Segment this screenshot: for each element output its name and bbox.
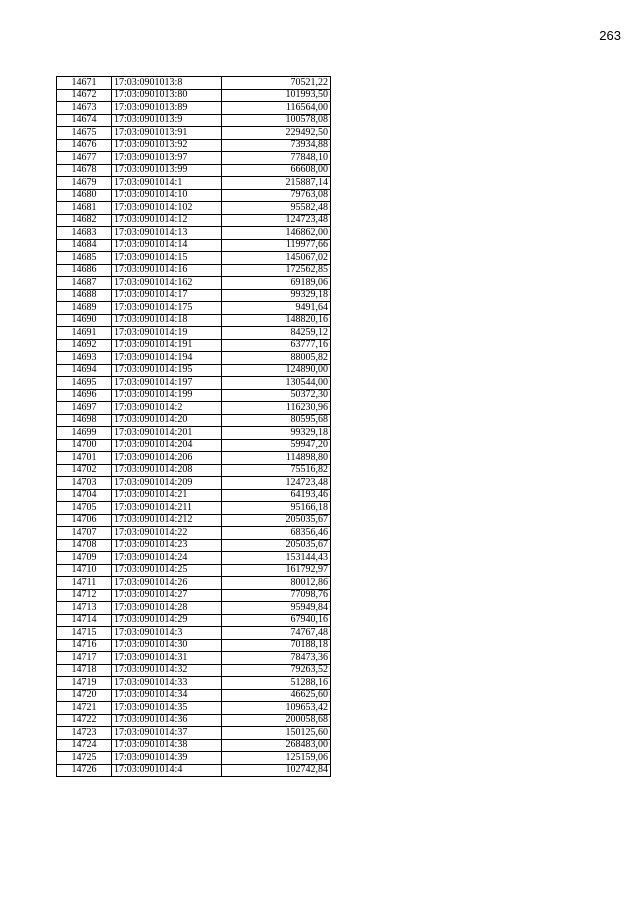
row-number-cell: 14713 — [57, 602, 112, 615]
table-row — [57, 339, 331, 352]
value-cell: 150125,60 — [222, 727, 331, 740]
cadastral-number-cell: 17:03:0901014:36 — [112, 714, 222, 727]
value-cell: 46625,60 — [222, 689, 331, 702]
table-row — [57, 164, 331, 177]
value-cell: 124723,48 — [222, 214, 331, 227]
table-row — [57, 177, 331, 190]
row-number-cell: 14699 — [57, 427, 112, 440]
value-cell: 99329,18 — [222, 289, 331, 302]
cadastral-number-cell: 17:03:0901014:12 — [112, 214, 222, 227]
table-row — [57, 252, 331, 265]
row-number-cell: 14690 — [57, 314, 112, 327]
cadastral-number-cell: 17:03:0901014:175 — [112, 302, 222, 315]
value-cell: 70521,22 — [222, 77, 331, 90]
table-row — [57, 327, 331, 340]
cadastral-number-cell: 17:03:0901013:80 — [112, 89, 222, 102]
value-cell: 119977,66 — [222, 239, 331, 252]
cadastral-number-cell: 17:03:0901014:35 — [112, 702, 222, 715]
row-number-cell: 14712 — [57, 589, 112, 602]
row-number-cell: 14708 — [57, 539, 112, 552]
row-number-cell: 14681 — [57, 202, 112, 215]
table-body — [57, 77, 331, 777]
cadastral-number-cell: 17:03:0901014:194 — [112, 352, 222, 365]
value-cell: 80012,86 — [222, 577, 331, 590]
table-row — [57, 427, 331, 440]
table-row — [57, 727, 331, 740]
table-row — [57, 127, 331, 140]
value-cell: 124890,00 — [222, 364, 331, 377]
value-cell: 78473,36 — [222, 652, 331, 665]
row-number-cell: 14717 — [57, 652, 112, 665]
row-number-cell: 14674 — [57, 114, 112, 127]
table-row — [57, 189, 331, 202]
table-row — [57, 489, 331, 502]
table-row — [57, 452, 331, 465]
cadastral-number-cell: 17:03:0901014:20 — [112, 414, 222, 427]
row-number-cell: 14711 — [57, 577, 112, 590]
row-number-cell: 14721 — [57, 702, 112, 715]
table-row — [57, 389, 331, 402]
table-row — [57, 464, 331, 477]
cadastral-number-cell: 17:03:0901014:199 — [112, 389, 222, 402]
cadastral-number-cell: 17:03:0901014:211 — [112, 502, 222, 515]
table-row — [57, 552, 331, 565]
cadastral-number-cell: 17:03:0901014:37 — [112, 727, 222, 740]
cadastral-number-cell: 17:03:0901014:2 — [112, 402, 222, 415]
value-cell: 146862,00 — [222, 227, 331, 240]
table-row — [57, 264, 331, 277]
cadastral-number-cell: 17:03:0901014:21 — [112, 489, 222, 502]
value-cell: 153144,43 — [222, 552, 331, 565]
row-number-cell: 14706 — [57, 514, 112, 527]
cadastral-number-cell: 17:03:0901014:30 — [112, 639, 222, 652]
row-number-cell: 14709 — [57, 552, 112, 565]
table-row — [57, 364, 331, 377]
cadastral-number-cell: 17:03:0901014:19 — [112, 327, 222, 340]
value-cell: 102742,84 — [222, 764, 331, 777]
row-number-cell: 14718 — [57, 664, 112, 677]
cadastral-number-cell: 17:03:0901014:197 — [112, 377, 222, 390]
table-row — [57, 414, 331, 427]
row-number-cell: 14694 — [57, 364, 112, 377]
table-row — [57, 102, 331, 115]
value-cell: 59947,20 — [222, 439, 331, 452]
value-cell: 75516,82 — [222, 464, 331, 477]
row-number-cell: 14682 — [57, 214, 112, 227]
value-cell: 79263,52 — [222, 664, 331, 677]
cadastral-number-cell: 17:03:0901014:28 — [112, 602, 222, 615]
value-cell: 99329,18 — [222, 427, 331, 440]
cadastral-number-cell: 17:03:0901014:29 — [112, 614, 222, 627]
value-cell: 77098,76 — [222, 589, 331, 602]
value-cell: 100578,08 — [222, 114, 331, 127]
row-number-cell: 14685 — [57, 252, 112, 265]
cadastral-number-cell: 17:03:0901013:97 — [112, 152, 222, 165]
value-cell: 215887,14 — [222, 177, 331, 190]
table-row — [57, 139, 331, 152]
value-cell: 64193,46 — [222, 489, 331, 502]
row-number-cell: 14678 — [57, 164, 112, 177]
row-number-cell: 14693 — [57, 352, 112, 365]
value-cell: 50372,30 — [222, 389, 331, 402]
row-number-cell: 14701 — [57, 452, 112, 465]
cadastral-number-cell: 17:03:0901014:191 — [112, 339, 222, 352]
value-cell: 116230,96 — [222, 402, 331, 415]
value-cell: 205035,67 — [222, 539, 331, 552]
row-number-cell: 14671 — [57, 77, 112, 90]
cadastral-number-cell: 17:03:0901014:32 — [112, 664, 222, 677]
table-row — [57, 752, 331, 765]
cadastral-number-cell: 17:03:0901014:195 — [112, 364, 222, 377]
cadastral-number-cell: 17:03:0901014:1 — [112, 177, 222, 190]
value-cell: 88005,82 — [222, 352, 331, 365]
table-row — [57, 689, 331, 702]
cadastral-number-cell: 17:03:0901014:34 — [112, 689, 222, 702]
cadastral-number-cell: 17:03:0901014:14 — [112, 239, 222, 252]
value-cell: 95949,84 — [222, 602, 331, 615]
table-row — [57, 402, 331, 415]
table-row — [57, 202, 331, 215]
cadastral-number-cell: 17:03:0901014:38 — [112, 739, 222, 752]
value-cell: 148820,16 — [222, 314, 331, 327]
table-row — [57, 539, 331, 552]
table-row — [57, 614, 331, 627]
value-cell: 66608,00 — [222, 164, 331, 177]
row-number-cell: 14720 — [57, 689, 112, 702]
row-number-cell: 14703 — [57, 477, 112, 490]
row-number-cell: 14710 — [57, 564, 112, 577]
row-number-cell: 14677 — [57, 152, 112, 165]
row-number-cell: 14688 — [57, 289, 112, 302]
row-number-cell: 14684 — [57, 239, 112, 252]
value-cell: 74767,48 — [222, 627, 331, 640]
value-cell: 51288,16 — [222, 677, 331, 690]
cadastral-number-cell: 17:03:0901014:25 — [112, 564, 222, 577]
table-row — [57, 239, 331, 252]
row-number-cell: 14673 — [57, 102, 112, 115]
cadastral-number-cell: 17:03:0901014:24 — [112, 552, 222, 565]
value-cell: 9491,64 — [222, 302, 331, 315]
table-row — [57, 652, 331, 665]
cadastral-number-cell: 17:03:0901014:212 — [112, 514, 222, 527]
value-cell: 77848,10 — [222, 152, 331, 165]
cadastral-number-cell: 17:03:0901014:209 — [112, 477, 222, 490]
row-number-cell: 14679 — [57, 177, 112, 190]
row-number-cell: 14695 — [57, 377, 112, 390]
row-number-cell: 14707 — [57, 527, 112, 540]
table-row — [57, 377, 331, 390]
cadastral-number-cell: 17:03:0901014:204 — [112, 439, 222, 452]
value-cell: 200058,68 — [222, 714, 331, 727]
value-cell: 101993,50 — [222, 89, 331, 102]
cadastral-number-cell: 17:03:0901014:3 — [112, 627, 222, 640]
cadastral-number-cell: 17:03:0901013:92 — [112, 139, 222, 152]
cadastral-number-cell: 17:03:0901014:27 — [112, 589, 222, 602]
row-number-cell: 14714 — [57, 614, 112, 627]
row-number-cell: 14725 — [57, 752, 112, 765]
cadastral-number-cell: 17:03:0901014:39 — [112, 752, 222, 765]
table-row — [57, 602, 331, 615]
table-row — [57, 114, 331, 127]
cadastral-number-cell: 17:03:0901014:33 — [112, 677, 222, 690]
cadastral-number-cell: 17:03:0901013:89 — [112, 102, 222, 115]
table-row — [57, 477, 331, 490]
value-cell: 161792,97 — [222, 564, 331, 577]
cadastral-number-cell: 17:03:0901013:99 — [112, 164, 222, 177]
cadastral-number-cell: 17:03:0901014:102 — [112, 202, 222, 215]
row-number-cell: 14722 — [57, 714, 112, 727]
row-number-cell: 14716 — [57, 639, 112, 652]
table-row — [57, 627, 331, 640]
value-cell: 268483,00 — [222, 739, 331, 752]
cadastral-number-cell: 17:03:0901014:162 — [112, 277, 222, 290]
cadastral-number-cell: 17:03:0901014:15 — [112, 252, 222, 265]
row-number-cell: 14700 — [57, 439, 112, 452]
value-cell: 205035,67 — [222, 514, 331, 527]
row-number-cell: 14723 — [57, 727, 112, 740]
table-row — [57, 89, 331, 102]
row-number-cell: 14705 — [57, 502, 112, 515]
table-row — [57, 439, 331, 452]
table-row — [57, 589, 331, 602]
row-number-cell: 14687 — [57, 277, 112, 290]
cadastral-number-cell: 17:03:0901013:9 — [112, 114, 222, 127]
table-row — [57, 214, 331, 227]
value-cell: 69189,06 — [222, 277, 331, 290]
row-number-cell: 14698 — [57, 414, 112, 427]
cadastral-number-cell: 17:03:0901014:18 — [112, 314, 222, 327]
table-row — [57, 502, 331, 515]
table-row — [57, 677, 331, 690]
row-number-cell: 14676 — [57, 139, 112, 152]
value-cell: 70188,18 — [222, 639, 331, 652]
row-number-cell: 14702 — [57, 464, 112, 477]
table-row — [57, 77, 331, 90]
table-row — [57, 514, 331, 527]
cadastral-number-cell: 17:03:0901014:13 — [112, 227, 222, 240]
table-row — [57, 639, 331, 652]
row-number-cell: 14691 — [57, 327, 112, 340]
row-number-cell: 14697 — [57, 402, 112, 415]
cadastral-number-cell: 17:03:0901014:23 — [112, 539, 222, 552]
cadastral-number-cell: 17:03:0901014:17 — [112, 289, 222, 302]
value-cell: 80595,68 — [222, 414, 331, 427]
value-cell: 84259,12 — [222, 327, 331, 340]
value-cell: 95582,48 — [222, 202, 331, 215]
row-number-cell: 14724 — [57, 739, 112, 752]
value-cell: 67940,16 — [222, 614, 331, 627]
table-row — [57, 764, 331, 777]
row-number-cell: 14704 — [57, 489, 112, 502]
row-number-cell: 14683 — [57, 227, 112, 240]
row-number-cell: 14672 — [57, 89, 112, 102]
row-number-cell: 14715 — [57, 627, 112, 640]
row-number-cell: 14726 — [57, 764, 112, 777]
table-row — [57, 702, 331, 715]
cadastral-number-cell: 17:03:0901014:22 — [112, 527, 222, 540]
table-row — [57, 352, 331, 365]
table-row — [57, 277, 331, 290]
value-cell: 229492,50 — [222, 127, 331, 140]
table-row — [57, 152, 331, 165]
value-cell: 116564,00 — [222, 102, 331, 115]
cadastral-number-cell: 17:03:0901013:91 — [112, 127, 222, 140]
cadastral-number-cell: 17:03:0901013:8 — [112, 77, 222, 90]
table-row — [57, 314, 331, 327]
row-number-cell: 14719 — [57, 677, 112, 690]
row-number-cell: 14689 — [57, 302, 112, 315]
table-row — [57, 564, 331, 577]
table-row — [57, 527, 331, 540]
page-number: 263 — [599, 28, 621, 43]
row-number-cell: 14696 — [57, 389, 112, 402]
cadastral-number-cell: 17:03:0901014:4 — [112, 764, 222, 777]
value-cell: 172562,85 — [222, 264, 331, 277]
value-cell: 114898,80 — [222, 452, 331, 465]
cadastral-value-table — [56, 76, 331, 777]
table-row — [57, 289, 331, 302]
cadastral-number-cell: 17:03:0901014:31 — [112, 652, 222, 665]
value-cell: 68356,46 — [222, 527, 331, 540]
cadastral-number-cell: 17:03:0901014:10 — [112, 189, 222, 202]
value-cell: 95166,18 — [222, 502, 331, 515]
cadastral-number-cell: 17:03:0901014:208 — [112, 464, 222, 477]
table-row — [57, 577, 331, 590]
table-row — [57, 714, 331, 727]
value-cell: 130544,00 — [222, 377, 331, 390]
cadastral-number-cell: 17:03:0901014:201 — [112, 427, 222, 440]
cadastral-number-cell: 17:03:0901014:16 — [112, 264, 222, 277]
row-number-cell: 14680 — [57, 189, 112, 202]
table-row — [57, 227, 331, 240]
table-row — [57, 302, 331, 315]
value-cell: 124723,48 — [222, 477, 331, 490]
table-row — [57, 739, 331, 752]
value-cell: 63777,16 — [222, 339, 331, 352]
table-row — [57, 664, 331, 677]
value-cell: 125159,06 — [222, 752, 331, 765]
cadastral-number-cell: 17:03:0901014:206 — [112, 452, 222, 465]
value-cell: 109653,42 — [222, 702, 331, 715]
row-number-cell: 14675 — [57, 127, 112, 140]
value-cell: 79763,08 — [222, 189, 331, 202]
value-cell: 73934,88 — [222, 139, 331, 152]
cadastral-number-cell: 17:03:0901014:26 — [112, 577, 222, 590]
value-cell: 145067,02 — [222, 252, 331, 265]
row-number-cell: 14692 — [57, 339, 112, 352]
row-number-cell: 14686 — [57, 264, 112, 277]
